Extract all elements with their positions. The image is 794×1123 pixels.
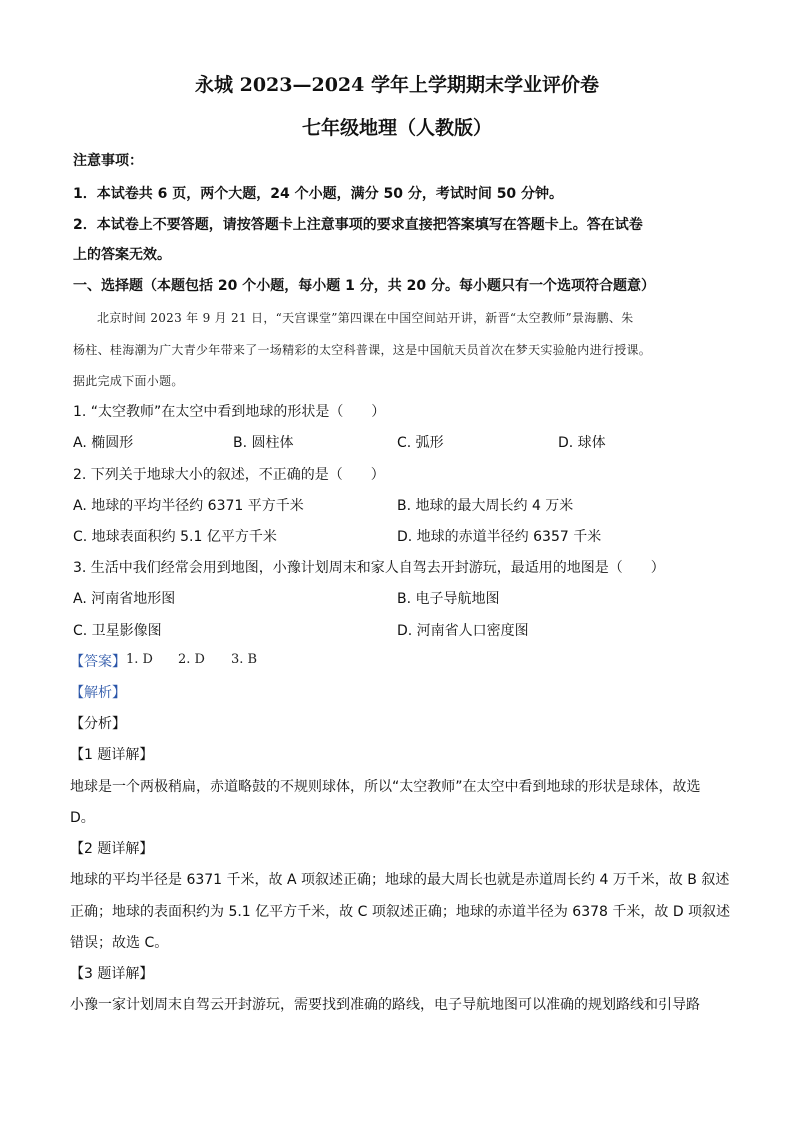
notes-item-1: 1．本试卷共 6 页，两个大题，24 个小题，满分 50 分，考试时间 50 分钟。 [73,186,564,202]
q1-detail-line-2: D。 [70,810,95,826]
answer-value-2: 2. D [178,652,205,667]
question-2-stem: 2. 下列关于地球大小的叙述，不正确的是（ ） [73,467,385,483]
question-1-option-a: A. 椭圆形 [73,435,134,451]
passage-line-2: 杨柱、桂海潮为广大青少年带来了一场精彩的太空科普课，这是中国航天员首次在梦天实验舱内进行授课。 [73,343,652,357]
question-3-option-c: C. 卫星影像图 [73,623,162,639]
answer-tag: 【答案】 [70,654,126,670]
section-heading: 一、选择题（本题包括 20 个小题，每小题 1 分，共 20 分。每小题只有一个选项符合题意） [73,278,655,294]
question-2-option-c: C. 地球表面积约 5.1 亿平方千米 [73,529,277,545]
q2-detail-line-1: 地球的平均半径是 6371 千米，故 A 项叙述正确；地球的最大周长也就是赤道周长约 4 万千米，故 B 叙述 [70,872,730,888]
notes-item-2-line-2: 上的答案无效。 [73,247,171,263]
q1-detail-heading: 【1 题详解】 [70,747,154,763]
question-1-option-c: C. 弧形 [397,435,444,451]
q3-detail-line-1: 小豫一家计划周末自驾云开封游玩，需要找到准确的路线，电子导航地图可以准确的规划路线和引导路 [70,997,700,1013]
analysis-tag: 【解析】 [70,685,126,701]
q2-detail-line-2: 正确；地球的表面积约为 5.1 亿平方千米，故 C 项叙述正确；地球的赤道半径为 6378 千米，故 D 项叙述 [70,904,731,920]
question-3-stem: 3. 生活中我们经常会用到地图，小豫计划周末和家人自驾去开封游玩，最适用的地图是（ ） [73,560,665,576]
exam-subtitle: 七年级地理（人教版） [301,117,492,139]
exam-title: 永城 2023—2024 学年上学期期末学业评价卷 [195,74,599,96]
q2-detail-line-3: 错误；故选 C。 [70,935,169,951]
notes-item-2-line-1: 2．本试卷上不要答题，请按答题卡上注意事项的要求直接把答案填写在答题卡上。答在试卷 [73,217,643,233]
question-2-option-d: D. 地球的赤道半径约 6357 千米 [397,529,602,545]
question-2-option-b: B. 地球的最大周长约 4 万米 [397,498,574,514]
answer-value-1: 1. D [126,652,153,667]
question-3-option-d: D. 河南省人口密度图 [397,623,529,639]
fenxi-tag: 【分析】 [70,716,126,732]
q3-detail-heading: 【3 题详解】 [70,966,154,982]
question-2-option-a: A. 地球的平均半径约 6371 平方千米 [73,498,304,514]
q2-detail-heading: 【2 题详解】 [70,841,154,857]
question-1-option-d: D. 球体 [558,435,606,451]
question-1-option-b: B. 圆柱体 [233,435,294,451]
q1-detail-line-1: 地球是一个两极稍扁，赤道略鼓的不规则球体，所以“太空教师”在太空中看到地球的形状是球体，故选 [70,779,701,795]
passage-line-3: 据此完成下面小题。 [73,374,184,388]
passage-line-1: 北京时间 2023 年 9 月 21 日，“天宫课堂”第四课在中国空间站开讲，新晋“太空教师”景海鹏、朱 [97,311,634,325]
question-1-stem: 1. “太空教师”在太空中看到地球的形状是（ ） [73,404,386,420]
question-3-option-b: B. 电子导航地图 [397,591,500,607]
question-3-option-a: A. 河南省地形图 [73,591,176,607]
notes-heading: 注意事项： [73,153,143,169]
answer-value-3: 3. B [231,652,258,667]
